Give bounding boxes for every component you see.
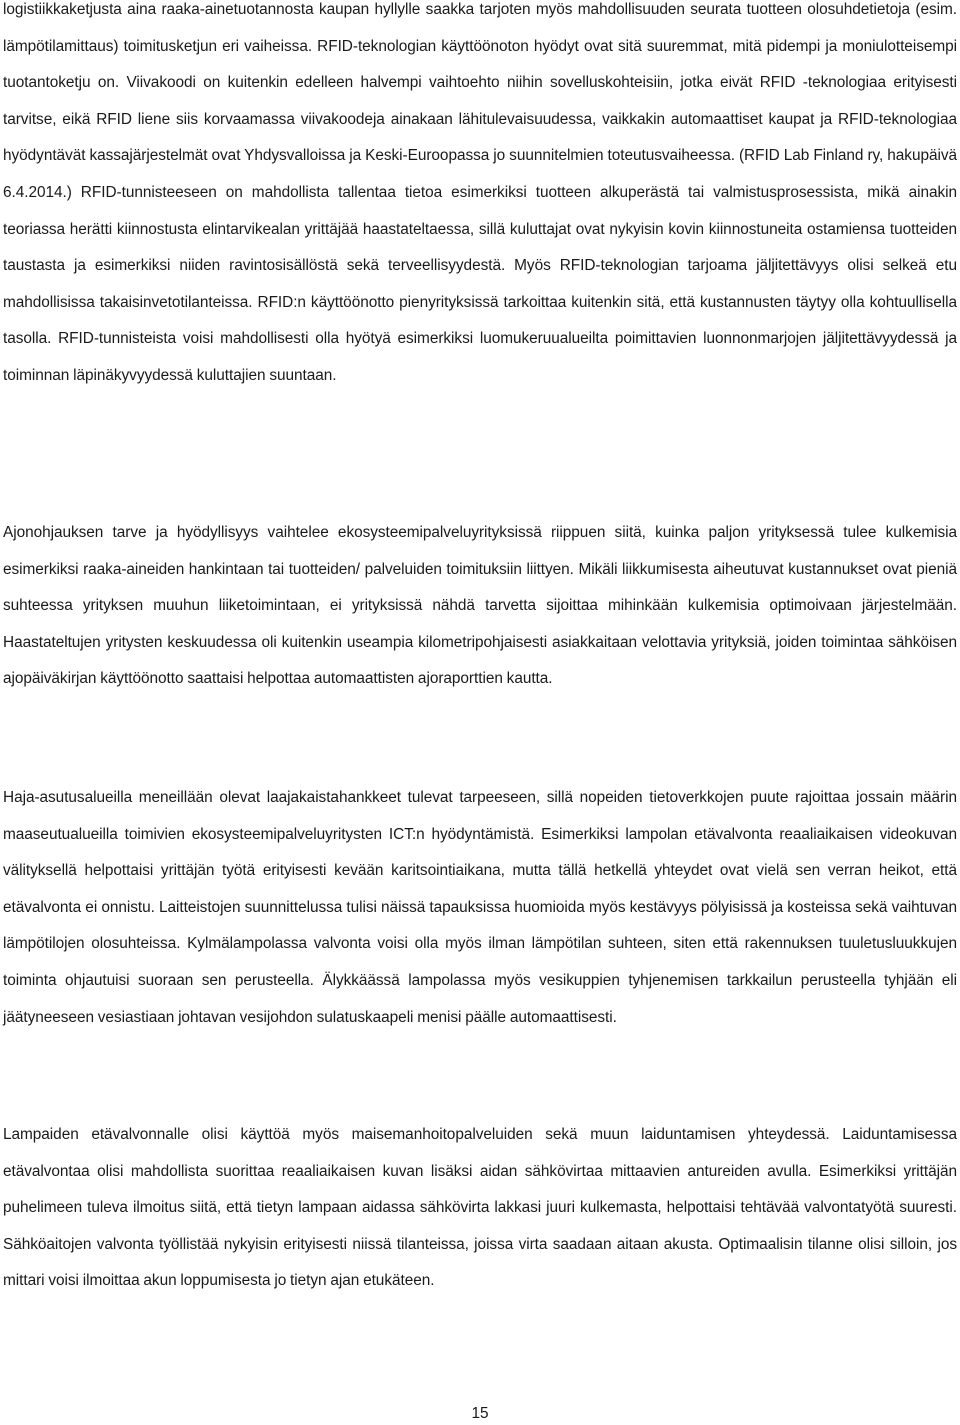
paragraph-ajonohjaus: Ajonohjauksen tarve ja hyödyllisyys vaihtelee ekosysteemipalveluyrityksissä riippuen siitä, kuinka paljon yrityksessä tulee kulkemisia esimerkiksi raaka-aineiden hankintaan tai tuotteiden/ palveluiden toimituksiin liittyen. Mikäli liikkumisesta aiheutuvat kustannukset ovat pieniä suhteessa yrityksen muuhun liiketoimintaan, ei yrityksissä nähdä tarvetta sijoittaa mihinkään kulkemisia optimoivaan järjestelmään. Haastateltujen yritysten keskuudessa oli kuitenkin useampia kilometripohjaisesti asiakkaitaan velottavia yrityksiä, joiden toimintaa sähköisen ajopäiväkirjan käyttöönotto saattaisi helpottaa automaattisten ajoraporttien kautta. — [3, 524, 957, 688]
paragraph-laajakaista: Haja-asutusalueilla meneillään olevat laajakaistahankkeet tulevat tarpeeseen, sillä nopeiden tietoverkkojen puute rajoittaa jossain määrin maaseutualueilla toimivien ekosysteemipalveluyritysten ICT:n hyödyntämistä. Esimerkiksi lampolan etävalvonta reaaliaikaisen videokuvan välityksellä helpottaisi yrittäjän työtä erityisesti kevään karitsointiaikana, mutta tällä hetkellä yhteydet ovat vielä sen verran heikot, että etävalvonta ei onnistu. Laitteistojen suunnittelussa tulisi näissä tapauksissa huomioida myös kestävyys pölyisissä ja kosteissa sekä vaihtuvan lämpötilojen olosuhteissa. Kylmälampolassa valvonta voisi olla myös ilman lämpötilan suhteen, siten että rakennuksen tuuletusluukkujen toiminta ohjautuisi suoraan sen perusteella. Älykkäässä lampolassa myös vesikuppien tyhjenemisen tarkkailun perusteella tyhjään eli jäätyneeseen vesiastiaan johtavan vesijohdon sulatuskaapeli menisi päälle automaattisesti. — [3, 789, 957, 1026]
paragraph-rfid: logistiikkaketjusta aina raaka-ainetuotannosta kaupan hyllylle saakka tarjoten myös mahdollisuuden seurata tuotteen olosuhdetietoja (esim. lämpötilamittaus) toimitusketjun eri vaiheissa. RFID-teknologian käyttöönoton hyödyt ovat sitä suuremmat, mitä pidempi ja moniulotteisempi tuotantoketju on. Viivakoodi on kuitenkin edelleen halvempi vaihtoehto niihin sovelluskohteisiin, jotka eivät RFID -teknologiaa erityisesti tarvitse, eikä RFID liene siis korvaamassa viivakoodeja ainakaan lähitulevaisuudessa, vaikkakin automaattiset kaupat ja RFID-teknologiaa hyödyntävät kassajärjestelmät ovat Yhdysvalloissa ja Keski-Euroopassa jo suunnitelmien toteutusvaiheessa. (RFID Lab Finland ry, hakupäivä 6.4.2014.) RFID-tunnisteeseen on mahdollista tallentaa tietoa esimerkiksi tuotteen alkuperästä tai valmistusprosessista, mikä ainakin teoriassa herätti kiinnostusta elintarvikealan yrittäjää haastateltaessa, sillä kuluttajat ovat nykyisin kovin kiinnostuneita ostamiensa tuotteiden taustasta ja esimerkiksi niiden ravintosisällöstä sekä terveellisyydestä. Myös RFID-teknologian tarjoama jäljitettävyys olisi selkeä etu mahdollisissa takaisinvetotilanteissa. RFID:n käyttöönotto pienyrityksissä tarkoittaa kuitenkin sitä, että kustannusten täytyy olla kohtuullisella tasolla. RFID-tunnisteista voisi mahdollisesti olla hyötyä esimerkiksi luomukeruualueilta poimittavien luonnonmarjojen jäljitettävyydessä ja toiminnan läpinäkyvyydessä kuluttajien suuntaan. — [3, 1, 957, 384]
paragraph-etavalvonta: Lampaiden etävalvonnalle olisi käyttöä myös maisemanhoitopalveluiden sekä muun laiduntamisen yhteydessä. Laiduntamisessa etävalvontaa olisi mahdollista suorittaa reaaliaikaisen kuvan lisäksi aidan sähkövirtaa mittaavien antureiden avulla. Esimerkiksi yrittäjän puhelimeen tuleva ilmoitus siitä, että tietyn lampaan aidassa sähkövirta lakkasi juuri kulkemasta, helpottaisi tehtävää valvontatyötä suuresti. Sähköaitojen valvonta työllistää nykyisin erityisesti niissä tilanteissa, joissa virta saadaan aitaan akusta. Optimaalisin tilanne olisi silloin, jos mittari voisi ilmoittaa akun loppumisesta jo tietyn ajan etukäteen. — [3, 1126, 957, 1290]
page-number: 15 — [471, 1405, 489, 1422]
